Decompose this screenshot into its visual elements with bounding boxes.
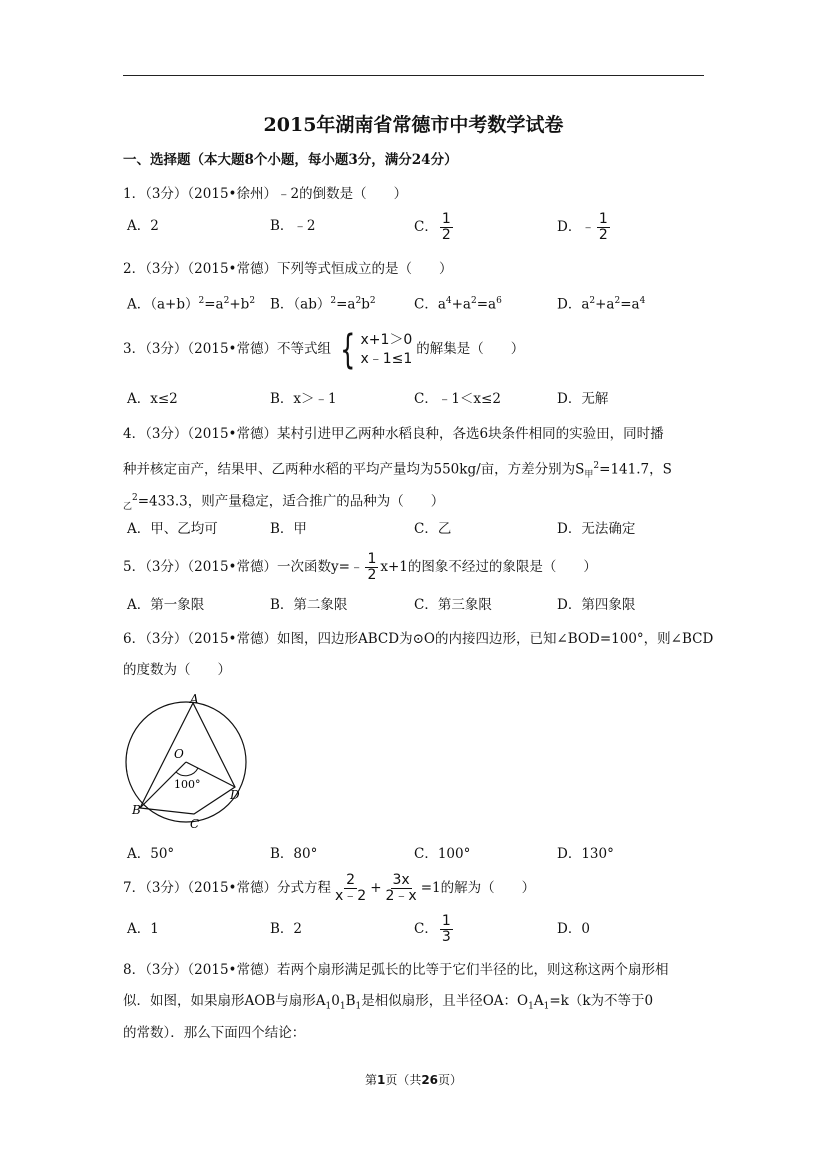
header-rule: [123, 75, 704, 76]
q4-option-a: A．甲、乙均可: [127, 521, 218, 537]
label-a: A: [190, 692, 199, 706]
q4-option-c: C．乙: [414, 521, 452, 537]
q6-option-c: C．100°: [414, 846, 471, 862]
question-8-line-3: 的常数）．那么下面四个结论：: [123, 1025, 306, 1041]
q2-option-b: B．$(ab)^2=a^2b^2$: [270, 296, 376, 313]
q1-option-c: C． $\frac{1}{2}$: [414, 211, 451, 243]
q6-option-a: A．50°: [127, 846, 175, 862]
question-1-stem: 1．（3分）（2015•徐州）﹣2的倒数是（ ）: [123, 186, 408, 202]
fraction: $\frac{1}{2}$: [367, 551, 377, 583]
inequality-system: { x+1＞0 x﹣1≤1: [340, 326, 413, 373]
q3-option-c: C．﹣1＜x≤2: [414, 391, 501, 407]
q3-option-b: B．x＞﹣1: [270, 391, 337, 407]
fraction: $\frac{1}{3}$: [441, 913, 451, 945]
fraction: $\frac{1}{2}$: [441, 211, 451, 243]
label-angle: 100°: [174, 778, 201, 791]
q7-option-c: C． $\frac{1}{3}$: [414, 913, 451, 945]
quadrilateral-abcd: [140, 703, 235, 814]
page-footer: 第1页（共26页）: [364, 1073, 463, 1087]
q7-option-b: B．2: [270, 921, 303, 937]
fraction: $\frac{2}{x﹣2}$: [335, 872, 367, 904]
question-4-line-1: 4．（3分）（2015•常德）某村引进甲乙两种水稻良种，各选6块条件相同的实验田，同时播: [123, 426, 664, 442]
page-title: 2015年湖南省常德市中考数学试卷: [263, 114, 564, 136]
section-heading: 一、选择题（本大题8个小题，每小题3分，满分24分）: [123, 152, 458, 168]
question-7-stem: 7．（3分）（2015•常德）分式方程 $\frac{2}{x﹣2}$ + $\frac{3x}{2﹣x}$ =1的解为（ ）: [123, 872, 536, 904]
question-4-line-3: $_乙^2$=433.3，则产量稳定，适合推广的品种为（ ）: [123, 493, 445, 513]
question-8-line-1: 8．（3分）（2015•常德）若两个扇形满足弧长的比等于它们半径的比，则这称这两个扇形相: [123, 962, 669, 978]
question-8-line-2: 似．如图，如果扇形AOB与扇形$A_10_1B_1$是相似扇形，且半径OA：$O_1A_1=k(k$为不等于0: [123, 993, 654, 1012]
q2-option-a: A．$(a+b)^2=a^2+b^2$: [127, 296, 256, 313]
question-6-line-2: 的度数为（ ）: [123, 662, 231, 678]
q5-option-b: B．第二象限: [270, 597, 348, 613]
q6-option-b: B．80°: [270, 846, 318, 862]
q5-option-a: A．第一象限: [127, 597, 205, 613]
q3-option-d: D．无解: [557, 391, 609, 407]
question-5-stem: 5．（3分）（2015•常德）一次函数y=﹣ $\frac{1}{2}$ x+1的图象不经过的象限是（ ）: [123, 551, 597, 583]
q7-option-a: A．1: [127, 921, 159, 937]
q1-option-b: B．﹣2: [270, 218, 316, 234]
q5-option-c: C．第三象限: [414, 597, 492, 613]
q1-option-d: D．﹣ $\frac{1}{2}$: [557, 211, 608, 243]
label-b: B: [132, 803, 141, 817]
fraction: $\frac{1}{2}$: [598, 211, 608, 243]
circle-quadrilateral-figure: [118, 690, 268, 832]
question-2-stem: 2．（3分）（2015•常德）下列等式恒成立的是（ ）: [123, 261, 453, 277]
q4-option-d: D．无法确定: [557, 521, 636, 537]
q2-option-d: D．$a^2+a^2=a^4$: [557, 296, 646, 313]
q7-option-d: D．0: [557, 921, 590, 937]
q3-option-a: A．x≤2: [127, 391, 178, 407]
q4-option-b: B．甲: [270, 521, 307, 537]
q5-option-d: D．第四象限: [557, 597, 636, 613]
q2-option-c: C．$a^4+a^2=a^6$: [414, 296, 502, 313]
fraction: $\frac{3x}{2﹣x}$: [385, 872, 417, 904]
question-4-line-2: 种并核定亩产，结果甲、乙两种水稻的平均产量均为550kg/亩，方差分别为$S_甲^2=141.7$，S: [123, 461, 672, 481]
label-o: O: [174, 747, 184, 761]
q6-option-d: D．130°: [557, 846, 614, 862]
label-c: C: [190, 817, 200, 831]
question-6-line-1: 6．（3分）（2015•常德）如图，四边形ABCD为⊙O的内接四边形，已知∠BOD=100°，则∠BCD: [123, 631, 714, 647]
q1-option-a: A．2: [127, 218, 159, 234]
label-d: D: [230, 788, 240, 802]
question-3-stem: 3．（3分）（2015•常德）不等式组 { x+1＞0 x﹣1≤1 的解集是（ ）: [123, 326, 525, 373]
